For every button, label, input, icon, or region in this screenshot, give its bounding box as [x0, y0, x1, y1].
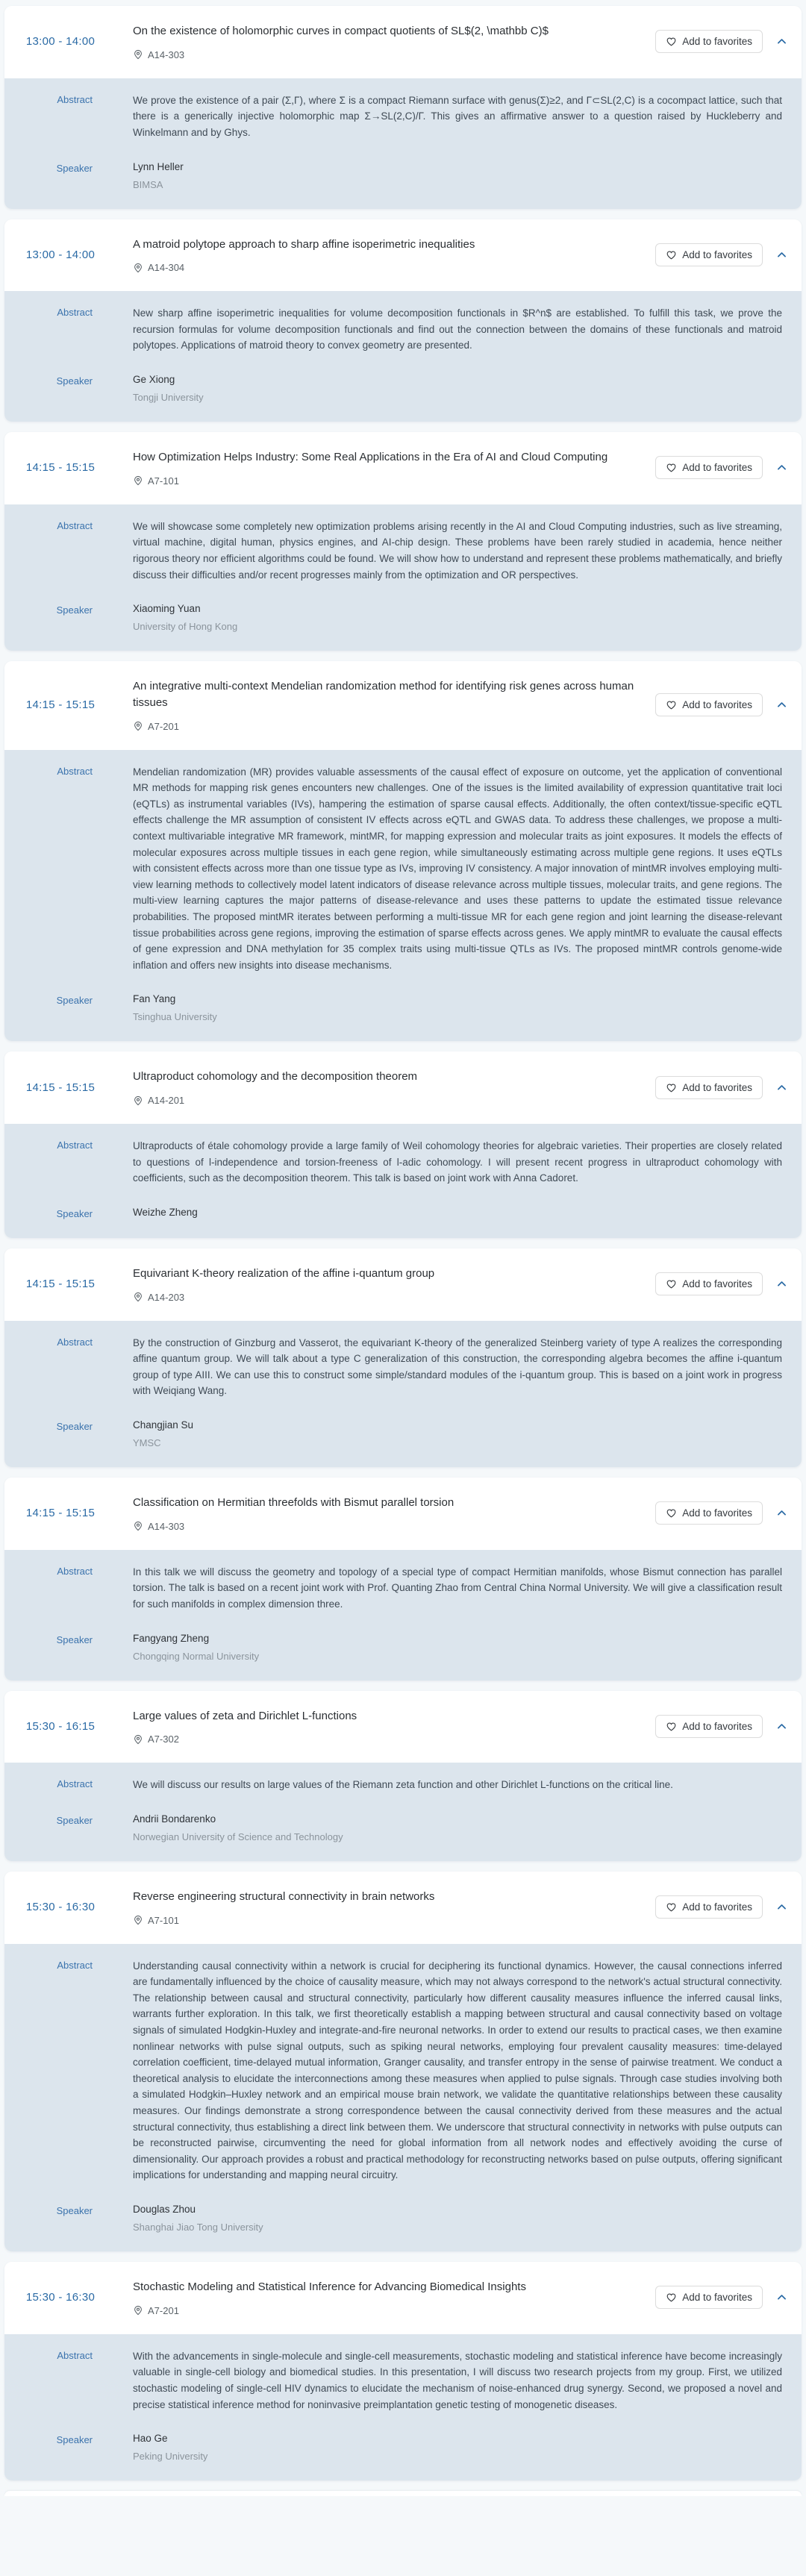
abstract-label: Abstract [57, 2349, 93, 2361]
speaker-name: Fan Yang [133, 993, 176, 1005]
abstract-row [4, 1958, 802, 2183]
session-header [4, 2262, 802, 2334]
heart-icon [666, 699, 677, 710]
speaker-block [116, 1207, 802, 1219]
speaker-block [116, 2433, 802, 2462]
location-text: A7-201 [148, 720, 179, 732]
abstract-label: Abstract [57, 307, 93, 319]
speaker-label: Speaker [56, 375, 93, 387]
abstract-label: Abstract [57, 1565, 93, 1577]
session-head-main [116, 449, 655, 487]
speaker-name: Lynn Heller [133, 160, 184, 172]
speaker-label: Speaker [56, 162, 93, 174]
collapse-button[interactable] [774, 697, 790, 713]
speaker-block [116, 1419, 802, 1448]
session-title: Stochastic Modeling and Statistical Inference for Advancing Biomedical Insights [133, 2280, 526, 2293]
location-pin-icon [133, 263, 143, 273]
location-pin-icon [133, 1095, 143, 1106]
session-details [4, 1124, 802, 1238]
session-location [133, 262, 637, 273]
location-pin-icon [133, 721, 143, 731]
session-header [4, 219, 802, 292]
abstract-label: Abstract [57, 1139, 93, 1151]
chevron-up-icon [775, 2295, 788, 2306]
speaker-block [116, 2204, 802, 2233]
speaker-affiliation: University of Hong Kong [133, 621, 238, 633]
location-text: A14-303 [148, 49, 185, 60]
speaker-row [4, 1207, 802, 1219]
add-to-favorites-label: Add to favorites [682, 1901, 752, 1913]
speaker-name: Changjian Su [133, 1419, 194, 1431]
chevron-up-icon [775, 1724, 788, 1735]
session-actions [655, 693, 802, 716]
speaker-name: Weizhe Zheng [133, 1206, 198, 1218]
session-title: Large values of zeta and Dirichlet L-functions [133, 1709, 357, 1722]
session-time: 14:15 - 15:15 [25, 1507, 96, 1520]
session-details [4, 78, 802, 209]
add-to-favorites-button[interactable] [655, 1076, 763, 1099]
session-title: On the existence of holomorphic curves in compact quotients of SL$(2, \mathbb C)$ [133, 25, 549, 37]
add-to-favorites-button[interactable] [655, 1501, 763, 1525]
speaker-row [4, 2204, 802, 2233]
speaker-label: Speaker [56, 995, 93, 1007]
speaker-affiliation: BIMSA [133, 178, 163, 190]
heart-icon [666, 1507, 677, 1519]
session-location [133, 1915, 637, 1926]
session-actions [655, 1272, 802, 1295]
abstract-label: Abstract [57, 1959, 93, 1971]
location-text: A7-201 [148, 2304, 179, 2316]
collapse-button[interactable] [774, 1276, 790, 1292]
speaker-block [116, 1813, 802, 1842]
session-card [4, 1691, 802, 1861]
collapse-button[interactable] [774, 2289, 790, 2305]
session-card [4, 1872, 802, 2251]
session-head-main [116, 678, 655, 732]
add-to-favorites-label: Add to favorites [682, 462, 752, 474]
abstract-row [4, 305, 802, 354]
abstract-text: In this talk we will discuss the geometry and topology of a special type of compact Hermitian manifolds, whose Bismut connection has parallel torsion. The talk is based on a recent joint work with Prof. Quanting Zhao from Central China Normal University. We will give a classification result for such manifolds in complex dimension three. [133, 1566, 782, 1610]
speaker-affiliation: Tongji University [133, 392, 204, 404]
speaker-block [116, 1633, 802, 1662]
next-card-peek [4, 2491, 802, 2496]
abstract-text: We will showcase some completely new optimization problems arising recently in the AI and Cloud Computing industries, such as live streaming, virtual machine, digital human, physics engines, and AI-chip design. These problems have been rarely studied in academia, hence neither rigorous theory nor efficient algorithms could be found. We will show how to understand and represent these problems mathematically, and briefly discuss their difficulties and/or recent progresses mainly from the optimization and OR perspectives. [133, 520, 782, 581]
speaker-name: Hao Ge [133, 2433, 168, 2445]
session-time: 15:30 - 16:30 [25, 1901, 96, 1914]
session-head-main [116, 1495, 655, 1532]
location-text: A7-101 [148, 475, 179, 487]
heart-icon [666, 1082, 677, 1093]
add-to-favorites-button[interactable] [655, 456, 763, 479]
session-head-main [116, 1708, 655, 1745]
session-details [4, 1321, 802, 1467]
abstract-row [4, 1335, 802, 1399]
session-header [4, 1478, 802, 1550]
speaker-label: Speaker [56, 1207, 93, 1219]
speaker-label: Speaker [56, 1421, 93, 1433]
session-card [4, 1478, 802, 1681]
session-title: Reverse engineering structural connectivity in brain networks [133, 1889, 435, 1903]
add-to-favorites-label: Add to favorites [682, 36, 752, 48]
add-to-favorites-button[interactable] [655, 30, 763, 53]
abstract-row [4, 2348, 802, 2413]
location-text: A7-101 [148, 1914, 179, 1926]
session-details [4, 1763, 802, 1861]
add-to-favorites-button[interactable] [655, 243, 763, 266]
session-header [4, 1872, 802, 1944]
session-actions [655, 2286, 802, 2309]
abstract-row [4, 1777, 802, 1793]
abstract-row [4, 764, 802, 974]
session-actions [655, 1501, 802, 1525]
session-location [133, 475, 637, 487]
session-actions [655, 1715, 802, 1738]
location-pin-icon [133, 1915, 143, 1925]
session-header [4, 1051, 802, 1124]
session-card [4, 661, 802, 1041]
session-actions [655, 30, 802, 53]
chevron-up-icon [775, 1510, 788, 1522]
collapse-button[interactable] [774, 460, 790, 475]
speaker-name: Xiaoming Yuan [133, 603, 201, 615]
session-title: Ultraproduct cohomology and the decomposition theorem [133, 1070, 418, 1084]
location-pin-icon [133, 1521, 143, 1531]
abstract-text: New sharp affine isoperimetric inequalities for volume decomposition functionals in $R^n$ are established. To fulfill this task, we prove the recursion formulas for volume decomposition functionals and find out the connection between the domains of these functionals and matroid polytopes. Applications of matroid theory to convex geometry are presented. [133, 307, 782, 351]
abstract-text: Understanding causal connectivity within a network is crucial for deciphering its functional dynamics. However, the causal connections inferred are fundamentally influenced by the choice of causality measure, which may not always correspond to the network's actual structural connectivity. The relationship between causal and structural connectivity, particularly how different causality measures influence the inferred causal links, warrants further exploration. In this talk, we first theoretically establish a mapping between structural and causal connectivity based on voltage signals of simulated Hodgkin-Huxley and integrate-and-fire neuronal networks. In order to extend our results to practical cases, we then examine nonlinear networks with pulse signal outputs, such as spiking neural networks, employing four prevalent causality measures: time-delayed correlation coefficient, time-delayed mutual information, Granger causality, and transfer entropy in the sense of pairwise treatment. We conduct a theoretical analysis to elucidate the interconnections among these measures when applied to pulse signals. Through case studies involving both a simulated Hodgkin–Huxley network and an empirical mouse brain network, we validate the quantitative relationships between these causality measures. Our findings demonstrate a strong correspondence between the causal connectivity derived from these measures and the actual structural connectivity, thus establishing a direct link between them. We underscore that structural connectivity in networks with pulse outputs can be reconstructed pairwise, circumventing the need for global information from all network nodes and effectively avoiding the curse of dimensionality. Our approach provides a robust and practical methodology for reconstructing networks based on pulse outputs, offering significant implications for understanding and mapping neural circuitry. [133, 1960, 782, 2181]
session-head-main [116, 2279, 655, 2316]
abstract-row [4, 519, 802, 583]
session-details [4, 1944, 802, 2251]
location-text: A14-203 [148, 1291, 185, 1303]
speaker-row [4, 2433, 802, 2462]
add-to-favorites-button[interactable] [655, 1895, 763, 1919]
location-pin-icon [133, 1292, 143, 1302]
speaker-row [4, 603, 802, 632]
session-location [133, 2305, 637, 2316]
session-actions [655, 243, 802, 266]
session-time: 13:00 - 14:00 [25, 35, 96, 49]
speaker-label: Speaker [56, 2205, 93, 2216]
abstract-row [4, 1564, 802, 1613]
add-to-favorites-label: Add to favorites [682, 699, 752, 711]
session-head-main [116, 1889, 655, 1926]
location-pin-icon [133, 475, 143, 486]
add-to-favorites-label: Add to favorites [682, 1278, 752, 1290]
session-title: Classification on Hermitian threefolds with Bismut parallel torsion [133, 1496, 454, 1510]
session-head-main [116, 1266, 655, 1303]
session-header [4, 661, 802, 750]
collapse-button[interactable] [774, 247, 790, 263]
chevron-up-icon [775, 1085, 788, 1096]
speaker-affiliation: Chongqing Normal University [133, 1650, 260, 1662]
location-text: A7-302 [148, 1734, 179, 1745]
speaker-name: Andrii Bondarenko [133, 1813, 216, 1825]
abstract-text: Ultraproducts of étale cohomology provide a large family of Weil cohomology theories for algebraic varieties. Their properties are closely related to questions of l-independence and torsion-freeness of l-adic cohomology. I will present recent progress in ultraproduct cohomology with coefficients, such as the decomposition theorem. This talk is based on joint work with Anna Cadoret. [133, 1140, 782, 1184]
abstract-label: Abstract [57, 1336, 93, 1348]
add-to-favorites-label: Add to favorites [682, 1720, 752, 1732]
add-to-favorites-label: Add to favorites [682, 2292, 752, 2304]
speaker-label: Speaker [56, 2434, 93, 2446]
abstract-label: Abstract [57, 519, 93, 531]
session-title: How Optimization Helps Industry: Some Real Applications in the Era of AI and Cloud Computing [133, 451, 608, 464]
collapse-button[interactable] [774, 1080, 790, 1095]
session-head-main [116, 237, 655, 274]
location-pin-icon [133, 2305, 143, 2316]
session-card [4, 1051, 802, 1238]
speaker-row [4, 161, 802, 190]
session-location [133, 721, 637, 732]
session-card [4, 219, 802, 422]
session-time: 13:00 - 14:00 [25, 248, 96, 261]
heart-icon [666, 1721, 677, 1732]
session-details [4, 750, 802, 1042]
session-details [4, 1550, 802, 1681]
speaker-block [116, 993, 802, 1022]
add-to-favorites-button[interactable] [655, 693, 763, 716]
collapse-button[interactable] [774, 1899, 790, 1915]
location-text: A14-201 [148, 1095, 185, 1107]
abstract-label: Abstract [57, 765, 93, 777]
session-time: 14:15 - 15:15 [25, 1278, 96, 1291]
abstract-text: We prove the existence of a pair (Σ,Γ), where Σ is a compact Riemann surface with genus(Σ)≥2, and Γ⊂SL(2,C) is a cocompact lattice, such that there is a generically injective holomorphic map Σ→SL(2,C)/Γ. This gives an affirmative answer to a question raised by Huckleberry and Winkelmann and by Ghys. [133, 94, 782, 138]
add-to-favorites-button[interactable] [655, 1272, 763, 1295]
session-location [133, 49, 637, 60]
session-location [133, 1521, 637, 1532]
session-title: A matroid polytope approach to sharp affine isoperimetric inequalities [133, 237, 475, 251]
speaker-block [116, 374, 802, 403]
session-actions [655, 1895, 802, 1919]
abstract-row [4, 1138, 802, 1187]
heart-icon [666, 1901, 677, 1913]
session-actions [655, 456, 802, 479]
chevron-up-icon [775, 702, 788, 713]
session-card [4, 1248, 802, 1467]
speaker-affiliation: Shanghai Jiao Tong University [133, 2222, 263, 2233]
abstract-row [4, 93, 802, 141]
session-location [133, 1095, 637, 1106]
speaker-row [4, 1419, 802, 1448]
speaker-row [4, 1813, 802, 1842]
session-time: 14:15 - 15:15 [25, 698, 96, 712]
add-to-favorites-label: Add to favorites [682, 1081, 752, 1093]
collapse-button[interactable] [774, 1719, 790, 1734]
speaker-row [4, 993, 802, 1022]
chevron-up-icon [775, 465, 788, 476]
session-time: 15:30 - 16:30 [25, 2291, 96, 2304]
collapse-button[interactable] [774, 34, 790, 49]
session-details [4, 2334, 802, 2480]
session-location [133, 1292, 637, 1303]
chevron-up-icon [775, 252, 788, 263]
location-pin-icon [133, 1734, 143, 1745]
heart-icon [666, 2292, 677, 2303]
speaker-affiliation: Peking University [133, 2451, 208, 2463]
abstract-label: Abstract [57, 93, 93, 105]
session-title: An integrative multi-context Mendelian randomization method for identifying risk genes across human tissues [133, 680, 634, 709]
location-text: A14-303 [148, 1520, 185, 1532]
heart-icon [666, 249, 677, 260]
session-header [4, 432, 802, 504]
speaker-block [116, 603, 802, 632]
session-card [4, 6, 802, 209]
abstract-text: Mendelian randomization (MR) provides valuable assessments of the causal effect of exposure on outcome, yet the application of conventional MR methods for mapping risk genes encounters new challenges. One of the issues is the limited availability of expression quantitative trait loci (eQTLs) as instrumental variables (IVs), hampering the estimation of sparse causal effects. Additionally, the often context/tissue-specific eQTL effects challenge the MR assumption of consistent IV effects across eQTL and GWAS data. To address these challenges, we propose a multi-context multivariable integrative MR framework, mintMR, for mapping expression and molecular traits as joint exposures. It models the effects of molecular exposures across multiple tissues in each gene region, while simultaneously estimating across multiple gene regions. It uses eQTLs with consistent effects across more than one tissue type as IVs, improving IV consistency. A major innovation of mintMR involves employing multi-view learning methods to collectively model latent indicators of disease relevance across multiple tissues, molecular traits, and gene regions. The multi-view learning captures the major patterns of disease-relevance and uses these patterns to update the estimated tissue relevance probabilities. The proposed mintMR iterates between performing a multi-tissue MR for each gene region and joint learning the disease-relevant tissue probabilities across gene regions, improving the estimation of sparse effects across genes. We apply mintMR to evaluate the causal effects of gene expression and DNA methylation for 35 complex traits using multi-tissue QTLs as IVs. The proposed mintMR controls genome-wide inflation and offers new insights into disease mechanisms. [133, 766, 782, 971]
chevron-up-icon [775, 1281, 788, 1292]
chevron-up-icon [775, 1904, 788, 1916]
speaker-block [116, 161, 802, 190]
add-to-favorites-button[interactable] [655, 1715, 763, 1738]
abstract-text: We will discuss our results on large values of the Riemann zeta function and other Dirichlet L-functions on the critical line. [133, 1779, 673, 1791]
speaker-label: Speaker [56, 604, 93, 616]
session-card [4, 432, 802, 651]
speaker-label: Speaker [56, 1634, 93, 1645]
speaker-name: Douglas Zhou [133, 2204, 196, 2215]
speaker-affiliation: YMSC [133, 1437, 161, 1449]
heart-icon [666, 462, 677, 473]
heart-icon [666, 1278, 677, 1289]
session-time: 14:15 - 15:15 [25, 461, 96, 475]
heart-icon [666, 36, 677, 47]
chevron-up-icon [775, 39, 788, 50]
abstract-text: By the construction of Ginzburg and Vasserot, the equivariant K-theory of the generalized Steinberg variety of type A realizes the corresponding affine quantum group. We will talk about a type C generalization of this construction, the corresponding algebra becomes the affine i-quantum group of type AIII. We can use this to construct some simple/standard modules of the i-quantum group. This is based on a joint work in progress with Weiqiang Wang. [133, 1337, 782, 1397]
speaker-label: Speaker [56, 1814, 93, 1826]
speaker-row [4, 1633, 802, 1662]
session-time: 14:15 - 15:15 [25, 1081, 96, 1094]
speaker-name: Ge Xiong [133, 374, 175, 386]
session-header [4, 1248, 802, 1321]
session-actions [655, 1076, 802, 1099]
speaker-row [4, 374, 802, 403]
session-list [0, 6, 806, 2480]
location-pin-icon [133, 49, 143, 60]
session-location [133, 1734, 637, 1745]
add-to-favorites-label: Add to favorites [682, 1507, 752, 1519]
session-header [4, 1691, 802, 1763]
session-header [4, 6, 802, 78]
session-title: Equivariant K-theory realization of the affine i-quantum group [133, 1266, 435, 1280]
abstract-label: Abstract [57, 1778, 93, 1790]
location-text: A14-304 [148, 262, 185, 274]
speaker-affiliation: Norwegian University of Science and Technology [133, 1831, 343, 1842]
collapse-button[interactable] [774, 1505, 790, 1521]
speaker-name: Fangyang Zheng [133, 1632, 210, 1644]
session-details [4, 504, 802, 651]
abstract-text: With the advancements in single-molecule and single-cell measurements, stochastic modeling and statistical inference have become increasingly valuable in single-cell biology and biomedical studies. In this presentation, I will discuss two research projects from my group. First, we utilized stochastic modeling of single-cell HIV dynamics to elucidate the mechanism of noise-enhanced drug synergy. Second, we proposed a novel and precise statistical inference method for noninvasive preimplantation genetic testing of monogenetic diseases. [133, 2350, 782, 2410]
speaker-affiliation: Tsinghua University [133, 1011, 217, 1023]
session-head-main [116, 23, 655, 60]
add-to-favorites-label: Add to favorites [682, 248, 752, 260]
session-time: 15:30 - 16:15 [25, 1719, 96, 1733]
session-head-main [116, 1069, 655, 1106]
add-to-favorites-button[interactable] [655, 2286, 763, 2309]
session-details [4, 291, 802, 422]
session-card [4, 2262, 802, 2480]
